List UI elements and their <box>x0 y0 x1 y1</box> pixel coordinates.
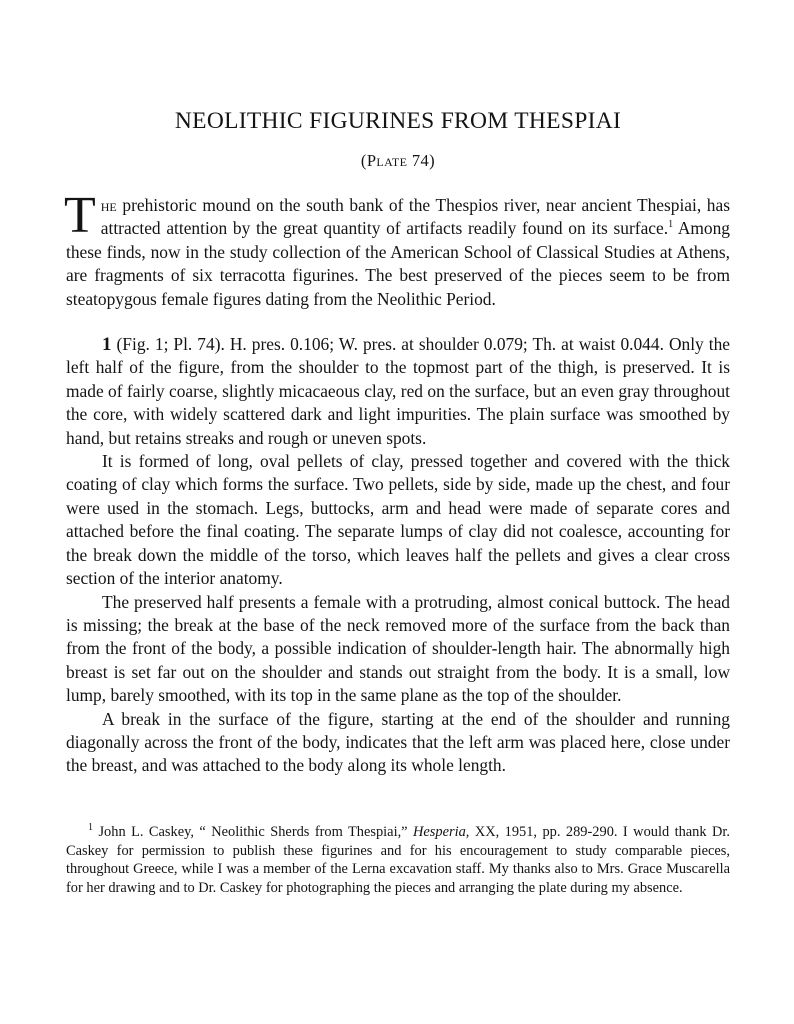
footnote-paragraph <box>66 823 730 897</box>
intro-text-a: prehistoric mound on the south bank of the Thespios river, near ancient Thespiai, has attracted attention by the great quantity of artifacts readily found on its surface. <box>100 195 730 239</box>
footnote-mark: 1 <box>88 822 93 834</box>
plate-reference <box>66 151 730 171</box>
drop-cap-tail: he <box>100 195 117 215</box>
article-body <box>64 187 730 778</box>
catalogue-entry-paragraph <box>66 333 730 450</box>
footnote <box>66 823 730 897</box>
footnote-reference[interactable]: 1 <box>668 219 674 231</box>
arm-break-paragraph: A break in the surface of the figure, starting at the end of the shoulder and running diagonally across the front of the body, indicates that the left arm was placed here, close under the breast, and was attached to the body along its whole length. <box>66 708 730 776</box>
drop-cap: T <box>64 187 96 244</box>
intro-text-b: Among these finds, now in the study collection of the American School of Classical Studies at Athens, are fragments of six terracotta figurines. The best preserved of the pieces seem to be from steatopygous female figures dating from the Neolithic Period. <box>66 218 730 309</box>
footnote-text-a: John L. Caskey, “ Neolithic Sherds from Thespiai,” <box>93 824 414 840</box>
footnote-journal: Hesperia, <box>413 824 470 840</box>
description-paragraph: The preserved half presents a female with a protruding, almost conical buttock. The head is missing; the break at the base of the neck removed more of the surface from the back than from the front of the body, a possible indication of shoulder-length hair. The abnormally high breast is set far out on the shoulder and stands out straight from the body. It is a small, low lump, barely smoothed, with its top in the same plane as the top of the shoulder. <box>66 591 730 706</box>
plate-number: 74) <box>411 151 436 170</box>
footnote-text-b: XX, 1951, pp. 289-290. I would thank Dr. Caskey for permission to publish these figurines and for his encouragement to study comparable pieces, throughout Greece, while I was a member of the Lerna excavation staff. My thanks also to Mrs. Grace Muscarella for her drawing and to Dr. Caskey for photographing the pieces and arranging the plate during my absence. <box>66 824 731 896</box>
article-title: NEOLITHIC FIGURINES FROM THESPIAI <box>174 108 622 134</box>
catalogue-entry-text: (Fig. 1; Pl. 74). H. pres. 0.106; W. pres. at shoulder 0.079; Th. at waist 0.044. Only the left half of the figure, from the shoulder to the topmost part of the thigh, is preserved. It is made of fairly coarse, slightly micacaeous clay, red on the surface, but an even gray throughout the core, with widely scattered dark and light impurities. The plain surface was smoothed by hand, but retains streaks and rough or uneven spots. <box>66 334 730 448</box>
plate-label: Plate <box>366 151 408 170</box>
intro-paragraph <box>64 187 730 311</box>
catalogue-number: 1 <box>102 334 112 356</box>
construction-paragraph: It is formed of long, oval pellets of clay, pressed together and covered with the thick coating of clay which forms the surface. Two pellets, side by side, made up the chest, and four were used in the stomach. Legs, buttocks, arm and head were made of separate cores and attached before the final coating. The separate lumps of clay did not coalesce, accounting for the break down the middle of the torso, which leaves half the pellets and gives a clear cross section of the interior anatomy. <box>66 451 730 589</box>
plate-open-paren: ( <box>360 151 367 170</box>
